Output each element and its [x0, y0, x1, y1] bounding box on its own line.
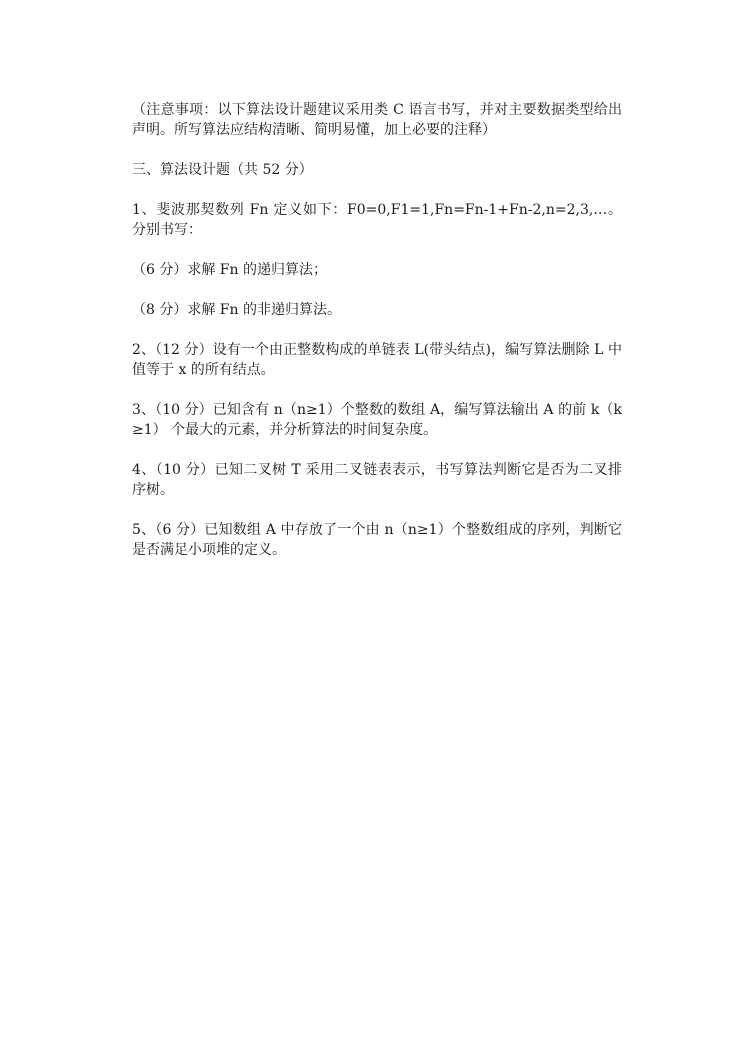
- section-title: 三、算法设计题（共 52 分）: [132, 162, 313, 178]
- question-3: 3、（10 分）已知含有 n（n≥1）个整数的数组 A，编写算法输出 A 的前 k（k≥1） 个最大的元素，并分析算法的时间复杂度。: [132, 402, 622, 438]
- question-1: 1、斐波那契数列 Fn 定义如下：F0=0,F1=1,Fn=Fn-1+Fn-2,n=2,3,…。分别书写：: [132, 202, 622, 238]
- exam-content: [132, 100, 622, 560]
- spacer: [132, 440, 622, 460]
- question-4: 4、（10 分）已知二叉树 T 采用二叉链表表示，书写算法判断它是否为二叉排序树。: [132, 462, 622, 498]
- spacer: [132, 140, 622, 160]
- spacer: [132, 180, 622, 200]
- question-1-subpart-2: （8 分）求解 Fn 的非递归算法。: [132, 302, 341, 318]
- notice-paragraph: （注意事项：以下算法设计题建议采用类 C 语言书写，并对主要数据类型给出声明。所写算法应结构清晰、简明易懂，加上必要的注释）: [132, 102, 622, 138]
- spacer: [132, 240, 622, 260]
- question-2: 2、（12 分）设有一个由正整数构成的单链表 L(带头结点)，编写算法删除 L 中值等于 x 的所有结点。: [132, 342, 622, 378]
- question-5: 5、（6 分）已知数组 A 中存放了一个由 n（n≥1）个整数组成的序列，判断它是否满足小项堆的定义。: [132, 522, 622, 558]
- spacer: [132, 500, 622, 520]
- spacer: [132, 280, 622, 300]
- spacer: [132, 320, 622, 340]
- question-1-subpart-1: （6 分）求解 Fn 的递归算法；: [132, 262, 327, 278]
- spacer: [132, 380, 622, 400]
